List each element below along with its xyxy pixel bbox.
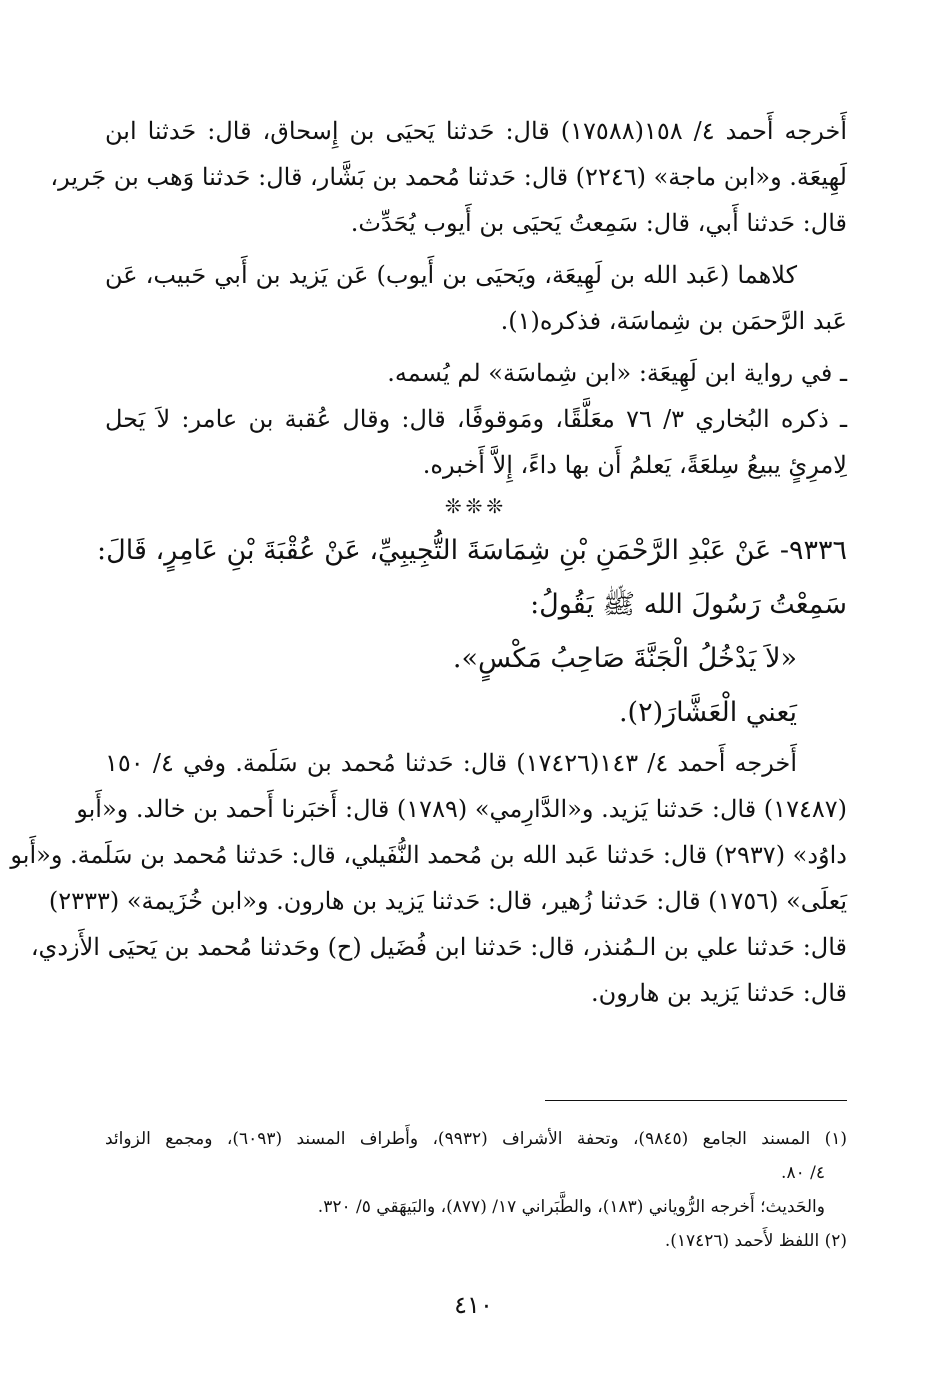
note-line: ـ في رواية ابن لَهِيعَة: «ابن شِماسَة» لم يُسمه. (387, 359, 847, 387)
footnote-divider (545, 1100, 847, 1101)
footnote-2: (٢) اللفظ لأَحمد (١٧٤٢٦). (664, 1231, 847, 1251)
footnotes (105, 1122, 847, 1258)
takhrij-line: قال: حَدثنا علي بن الـمُنذر، قال: حَدثنا ابن فُضَيل (ح) وحَدثنا مُحمد بن يَحيَى الأَزدي، (30, 933, 847, 961)
page-body (10, 108, 848, 1016)
takhrij-line: يَعلَى» (١٧٥٦) قال: حَدثنا زُهير، قال: حَدثنا يَزيد بن هارون. و«ابن خُزَيمة» (٢٣٣٣) (48, 887, 847, 915)
hadith-gloss: يَعني الْعَشَّارَ(٢). (618, 697, 797, 728)
footnote-1: (١) المسند الجامع (٩٨٤٥)، وتحفة الأشراف (٩٩٣٢)، وأَطراف المسند (٦٠٩٣)، ومجمع الزوائد (105, 1129, 848, 1149)
paragraph-line: عَبد الرَّحمَن بن شِماسَة، فذكره(١). (500, 307, 847, 335)
takhrij-line: داوُد» (٢٩٣٧) قال: حَدثنا عَبد الله بن مُحمد النُّفَيلي، قال: حَدثنا مُحمد بن سَلَمة. و«أَبو (10, 841, 847, 869)
takhrij-line: قال: حَدثنا يَزيد بن هارون. (590, 979, 847, 1007)
paragraph-line: قال: حَدثنا أَبي، قال: سَمِعتُ يَحيَى بن أَيوب يُحَدِّث. (350, 209, 847, 237)
note-line: لِامرِئٍ يبيعُ سِلعَةً، يَعلمُ أَن بها داءً، إِلاَّ أَخبره. (422, 451, 847, 479)
hadith-quote: «لاَ يَدْخُلُ الْجَنَّةَ صَاحِبُ مَكْسٍ». (452, 643, 797, 674)
section-separator: ❊❊❊ (444, 494, 508, 518)
hadith-heading: ٩٣٣٦- عَنْ عَبْدِ الرَّحْمَنِ بْنِ شِمَاسَةَ التُّجِيبِيِّ، عَنْ عُقْبَةَ بْنِ عَامِرٍ، قَالَ: (97, 535, 847, 566)
page-number: ٤١٠ (454, 1291, 493, 1319)
paragraph-line: أَخرجه أَحمد ٤/ ١٥٨(١٧٥٨٨) قال: حَدثنا يَحيَى بن إِسحاق، قال: حَدثنا ابن (105, 117, 848, 145)
footnote-1-note: والحَديث؛ أَخرجه الرُّوياني (١٨٣)، والطَّبَراني ١٧/ (٨٧٧)، والبَيهَقي ٥/ ٣٢٠. (317, 1197, 825, 1217)
hadith-text: سَمِعْتُ رَسُولَ الله ﷺ يَقُولُ: (530, 589, 847, 620)
footnote-1-continuation: ٤/ ٨٠. (781, 1163, 825, 1183)
paragraph-line: لَهِيعَة. و«ابن ماجة» (٢٢٤٦) قال: حَدثنا مُحمد بن بَشَّار، قال: حَدثنا وَهب بن جَرير، (50, 163, 847, 191)
note-line: ـ ذكره البُخاري ٣/ ٧٦ معَلَّقًا، ومَوقوفًا، قال: وقال عُقبة بن عامر: لاَ يَحل (105, 405, 848, 433)
takhrij-line: أَخرجه أَحمد ٤/ ١٤٣(١٧٤٢٦) قال: حَدثنا مُحمد بن سَلَمة. وفي ٤/ ١٥٠ (105, 749, 798, 777)
paragraph-line: كلاهما (عَبد الله بن لَهِيعَة، ويَحيَى بن أَيوب) عَن يَزيد بن أَبي حَبيب، عَن (105, 261, 798, 289)
takhrij-line: (١٧٤٨٧) قال: حَدثنا يَزيد. و«الدَّارِمي» (١٧٨٩) قال: أَخبَرنا أَحمد بن خالد. و«أَبو (76, 795, 847, 823)
